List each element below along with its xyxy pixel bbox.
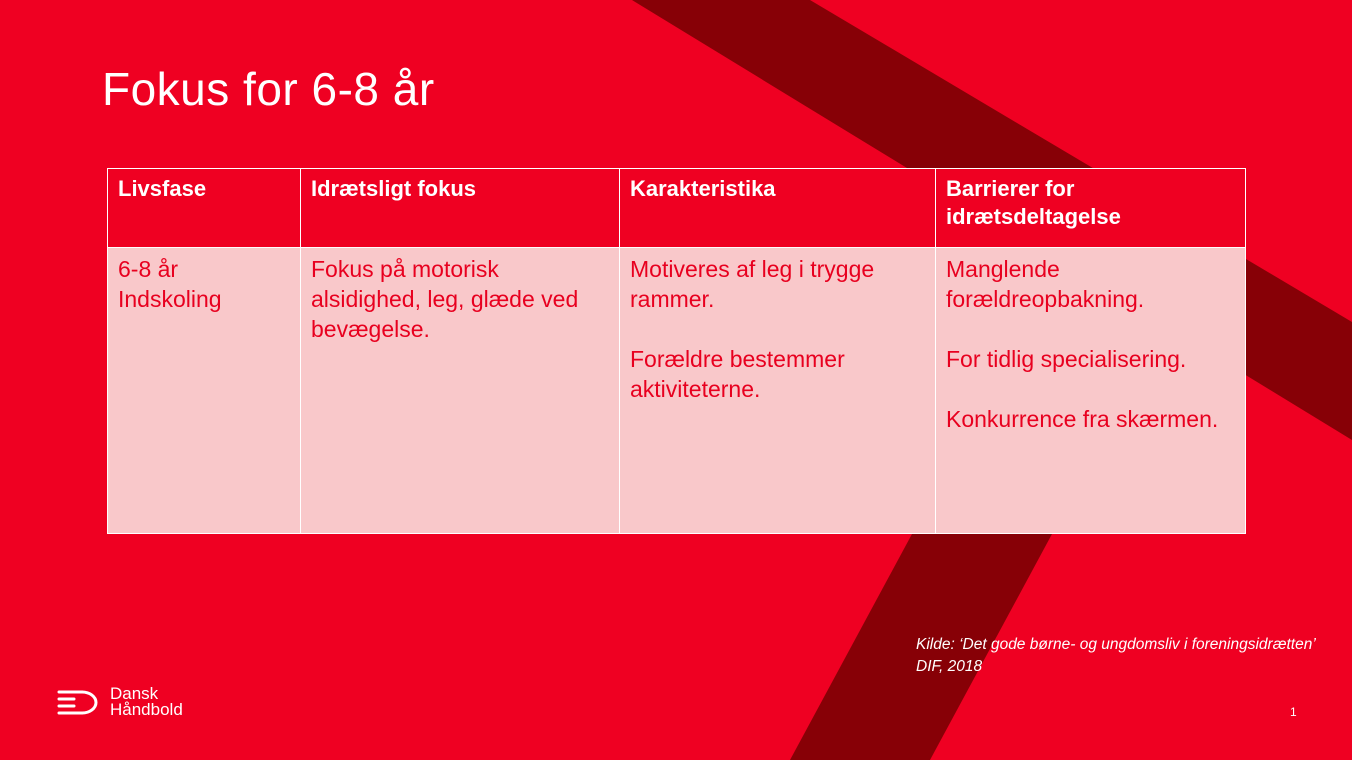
header-idraetsligt-fokus: Idrætsligt fokus bbox=[301, 169, 620, 248]
barrierer-item: Konkurrence fra skærmen. bbox=[946, 406, 1219, 432]
table-row bbox=[108, 248, 1246, 534]
dansk-handbold-logo bbox=[56, 684, 183, 720]
barrierer-item: Manglende forældreopbakning. bbox=[946, 256, 1145, 312]
cell-barrierer bbox=[936, 248, 1246, 534]
table-header-row bbox=[108, 169, 1246, 248]
cell-idraetsligt-fokus bbox=[301, 248, 620, 534]
karakteristika-item: Motiveres af leg i trygge rammer. bbox=[630, 256, 875, 312]
source-citation: Kilde: ‘Det gode børne- og ungdomsliv i foreningsidrætten’ DIF, 2018 bbox=[916, 636, 1315, 675]
slide-title: Fokus for 6-8 år bbox=[102, 63, 435, 115]
dansk-handbold-logo-icon bbox=[56, 684, 104, 720]
livsfase-age: 6-8 år bbox=[118, 256, 179, 282]
header-barrierer: Barrierer for idrætsdeltagelse bbox=[936, 169, 1246, 248]
karakteristika-item: Forældre bestemmer aktiviteterne. bbox=[630, 346, 845, 402]
logo-line-dansk: Dansk bbox=[110, 684, 159, 703]
focus-table bbox=[107, 168, 1246, 534]
page-number: 1 bbox=[1290, 705, 1297, 719]
cell-karakteristika bbox=[620, 248, 936, 534]
logo-wordmark bbox=[110, 686, 183, 718]
logo-line-handbold: Håndbold bbox=[110, 700, 183, 719]
header-karakteristika: Karakteristika bbox=[620, 169, 936, 248]
header-livsfase: Livsfase bbox=[108, 169, 301, 248]
idraetsligt-fokus-text: Fokus på motorisk alsidighed, leg, glæde ved bevægelse. bbox=[311, 256, 579, 342]
livsfase-stage: Indskoling bbox=[118, 286, 222, 312]
cell-livsfase bbox=[108, 248, 301, 534]
barrierer-item: For tidlig specialisering. bbox=[946, 346, 1187, 372]
